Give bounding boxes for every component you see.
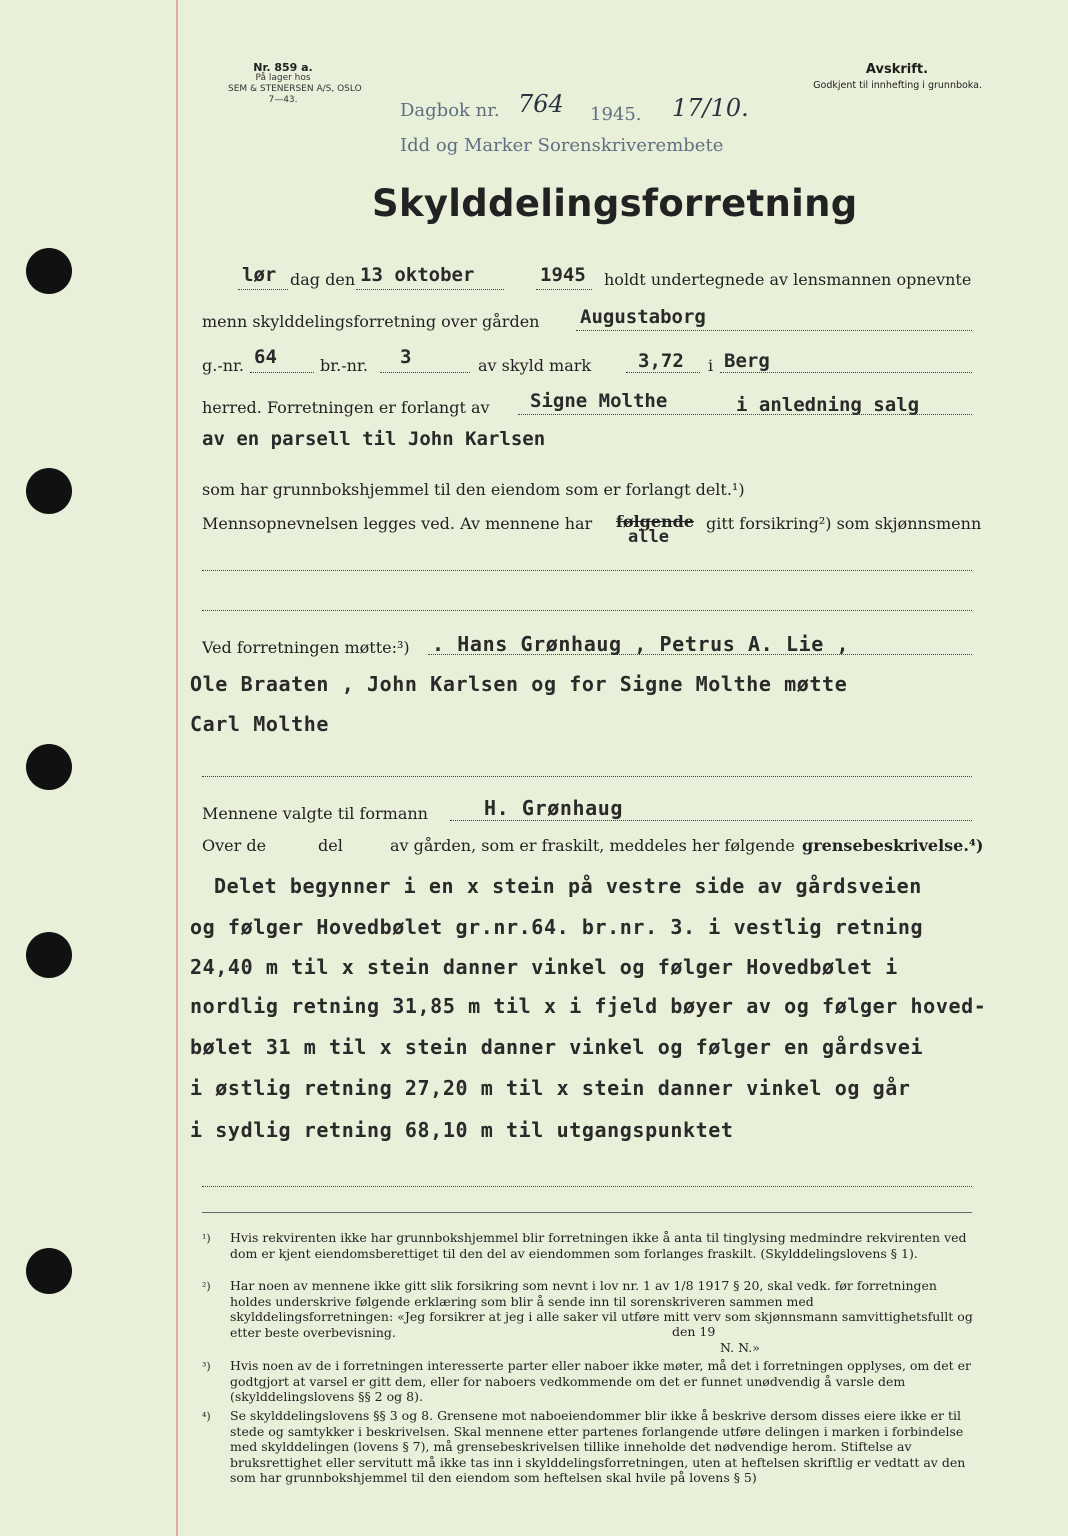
over-de-label: Over de xyxy=(202,836,267,855)
dotted-line xyxy=(536,289,592,290)
skyld-value: 3,72 xyxy=(638,350,684,372)
header-right xyxy=(772,62,982,91)
dotted-line xyxy=(250,372,314,373)
footnote-text: Hvis noen av de i forretningen interesserte parter eller naboer ikke møter, må det i forretningen opplyses, om det er godtgjort at varsel er gitt dem, eller for naboers vedkommende om det er funnet unødvendig å varsle dem (skylddelingslovens §§ 2 og 8). xyxy=(230,1358,972,1405)
punch-hole xyxy=(26,468,72,514)
description-line: og følger Hovedbølet gr.nr.64. br.nr. 3. i vestlig retning xyxy=(190,915,924,939)
herred-label: herred. Forretningen er forlangt av xyxy=(202,398,490,417)
description-line: i sydlig retning 68,10 m til utgangspunktet xyxy=(190,1118,734,1142)
dotted-line xyxy=(380,372,470,373)
avskrift-label: Avskrift. xyxy=(865,62,929,77)
dagbok-date: 17/10. xyxy=(672,94,749,122)
footnote-text: Har noen av mennene ikke gitt slik forsikring som nevnt i lov nr. 1 av 1/8 1917 § 20, skal vedk. før forretningen holdes underskrive følgende erklæring som blir å sende inn til sorenskriveren sammen med skylddelingsforretningen: «Jeg forsikrer at jeg i alle saker vil utføre mitt verv som skjønnsmann samvittighetsfullt og etter beste overbevisning. xyxy=(230,1278,973,1340)
dotted-line xyxy=(202,610,972,611)
line1-text: holdt undertegnede av lensmannen opnevnte xyxy=(604,270,972,289)
dotted-line xyxy=(576,330,972,331)
menns-struck-text: følgende xyxy=(616,512,694,531)
dagbok-number: 764 xyxy=(518,90,564,118)
grunnbok-text: som har grunnbokshjemmel til den eiendom som er forlangt delt.¹) xyxy=(202,480,745,499)
printer-date: 7—43. xyxy=(268,95,298,105)
punch-hole xyxy=(26,744,72,790)
dotted-line xyxy=(202,1186,972,1187)
farm-value: Augustaborg xyxy=(580,306,706,328)
menns-text-a: Mennsopnevnelsen legges ved. Av mennene har xyxy=(202,514,593,533)
attendees-line-2: Ole Braaten , John Karlsen og for Signe Molthe møtte xyxy=(190,672,848,696)
dotted-line xyxy=(626,372,700,373)
footnote-rule xyxy=(202,1212,972,1213)
footnote-mark: ²) xyxy=(202,1280,211,1293)
dotted-line xyxy=(238,289,288,290)
footnote-signature-name: N. N.» xyxy=(720,1340,760,1355)
reason-value: i anledning salg xyxy=(736,394,920,416)
dagbok-stamp-label: Dagbok nr. xyxy=(400,100,500,121)
dotted-line xyxy=(202,776,972,777)
line2-text: menn skylddelingsforretning over gården xyxy=(202,312,540,331)
dagbok-year: 1945. xyxy=(590,104,642,125)
dotted-line xyxy=(720,372,972,373)
printer-imprint xyxy=(228,61,362,106)
dag-den-label: dag den xyxy=(290,270,356,289)
document-title: Skylddelingsforretning xyxy=(372,182,858,225)
description-line: nordlig retning 31,85 m til x i fjeld bøyer av og følger hoved- xyxy=(190,994,987,1018)
formann-value: H. Grønhaug xyxy=(484,796,624,820)
year-value: 1945 xyxy=(540,264,586,286)
grense-bold-label: grensebeskrivelse.⁴) xyxy=(802,836,984,855)
brnr-label: br.-nr. xyxy=(320,356,368,375)
del-label: del xyxy=(318,836,343,855)
brnr-value: 3 xyxy=(400,346,412,368)
footnote-signature-date: den 19 xyxy=(672,1324,716,1339)
attendees-line-3: Carl Molthe xyxy=(190,712,330,736)
description-line: i østlig retning 27,20 m til x stein danner vinkel og går xyxy=(190,1076,911,1100)
menns-insert: alle xyxy=(628,527,669,547)
footnote-text: Hvis rekvirenten ikke har grunnbokshjemmel blir forretningen ikke å anta til tinglysing medmindre rekvirenten ved dom er kjent eiendomsberettiget til den del av eiendommen som forlanges fraskilt. (Skylddelingslovens § 1). xyxy=(230,1230,967,1261)
i-label: i xyxy=(708,356,714,375)
footnote-mark: ¹) xyxy=(202,1232,211,1245)
requester-value: Signe Molthe xyxy=(530,390,668,412)
footnote-text: Se skylddelingslovens §§ 3 og 8. Grensene mot naboeiendommer blir ikke å beskrive dersom disses eiere ikke er til stede og samtykker i beskrivelsen. Skal mennene etter partenes forlangende utføre delingen i marken i forbindelse med skylddelingen (lovens § 7), må grensebeskrivelsen tillike inneholde det nødvendige herom. Stiftelse av bruksrettighet eller servitutt må ikke tas inn i skylddelingsforretningen, uten at heftelsen skriftlig er vedtatt av den som har grunnbokshjemmel til den eiendom som heftelsen skal hvile på lovens § 5) xyxy=(230,1408,966,1486)
description-line: bølet 31 m til x stein danner vinkel og følger en gårdsvei xyxy=(190,1035,924,1059)
herred-value: Berg xyxy=(724,350,770,372)
footnote-mark: ⁴) xyxy=(202,1410,211,1423)
dotted-line xyxy=(518,414,972,415)
printer-firm: SEM & STENERSEN A/S, OSLO xyxy=(228,84,362,94)
dotted-line xyxy=(450,820,972,821)
gnr-value: 64 xyxy=(254,346,277,368)
formann-label: Mennene valgte til formann xyxy=(202,804,428,823)
attendees-line-1: . Hans Grønhaug , Petrus A. Lie , xyxy=(432,632,850,656)
punch-hole xyxy=(26,1248,72,1294)
dotted-line xyxy=(356,289,504,290)
office-stamp: Idd og Marker Sorenskriverembete xyxy=(400,135,724,156)
printer-stock-note: På lager hos xyxy=(255,73,311,83)
punch-hole xyxy=(26,248,72,294)
grense-text: av gården, som er fraskilt, meddeles her følgende xyxy=(390,836,795,855)
form-number: Nr. 859 a. xyxy=(253,61,313,74)
description-line: Delet begynner i en x stein på vestre side av gårdsveien xyxy=(214,874,922,898)
mote-label: Ved forretningen møtte:³) xyxy=(202,638,410,657)
gnr-label: g.-nr. xyxy=(202,356,245,375)
menns-text-b: gitt forsikring²) som skjønnsmenn xyxy=(706,514,982,533)
punch-hole xyxy=(26,932,72,978)
reason-value-continued: av en parsell til John Karlsen xyxy=(202,428,546,450)
description-line: 24,40 m til x stein danner vinkel og følger Hovedbølet i xyxy=(190,955,898,979)
day-value: lør xyxy=(242,264,277,286)
footnote-mark: ³) xyxy=(202,1360,211,1373)
approval-note: Godkjent til innhefting i grunnboka. xyxy=(813,80,982,91)
dotted-line xyxy=(202,570,972,571)
date-value: 13 oktober xyxy=(360,264,475,286)
skyld-label: av skyld mark xyxy=(478,356,592,375)
margin-rule xyxy=(176,0,178,1536)
